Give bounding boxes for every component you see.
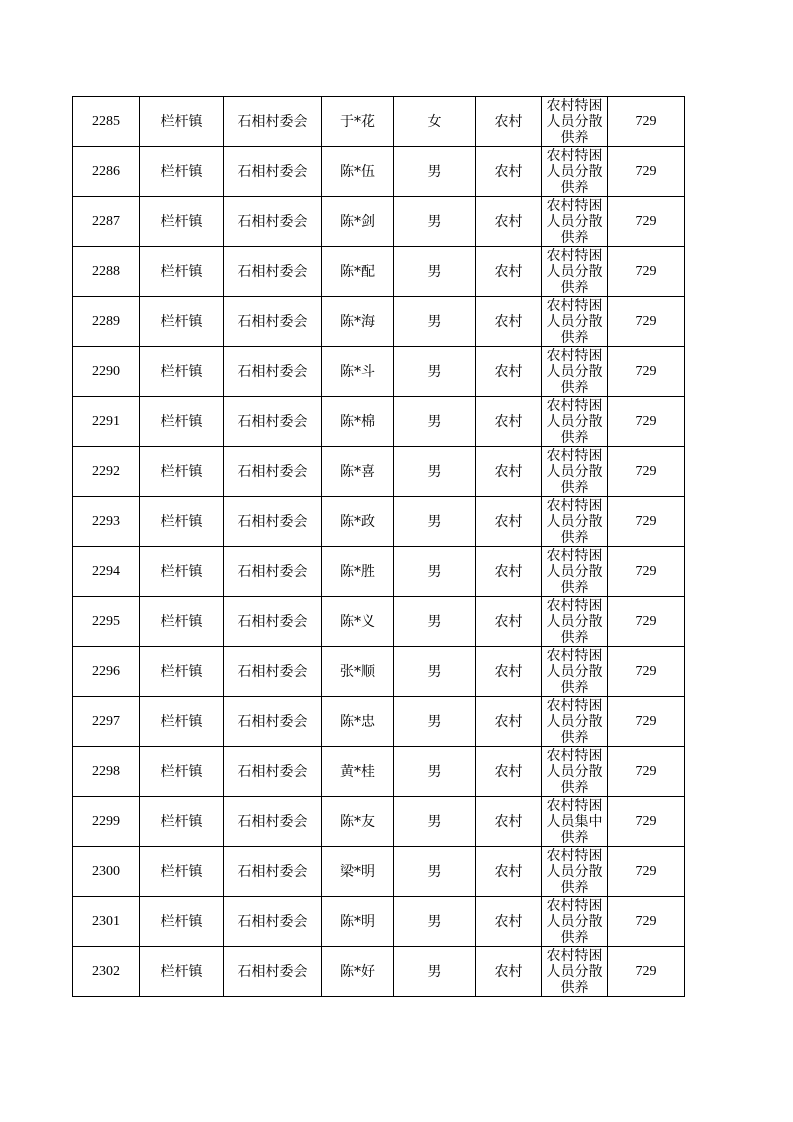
table-row xyxy=(73,797,685,847)
cell-amount: 729 xyxy=(608,247,685,297)
cell-amount: 729 xyxy=(608,697,685,747)
cell-name: 陈*剑 xyxy=(322,197,394,247)
cell-category xyxy=(542,547,608,597)
category-text: 农村特困人员分散供养 xyxy=(546,898,603,945)
cell-id: 2294 xyxy=(73,547,140,597)
cell-id: 2300 xyxy=(73,847,140,897)
cell-village: 石相村委会 xyxy=(224,397,322,447)
cell-area: 农村 xyxy=(476,497,542,547)
cell-gender: 男 xyxy=(394,397,476,447)
category-text: 农村特困人员分散供养 xyxy=(546,448,603,495)
table-row xyxy=(73,747,685,797)
table-row xyxy=(73,147,685,197)
category-text: 农村特困人员分散供养 xyxy=(546,948,603,995)
cell-village: 石相村委会 xyxy=(224,347,322,397)
cell-town: 栏杆镇 xyxy=(140,297,224,347)
cell-id: 2302 xyxy=(73,947,140,997)
cell-name: 梁*明 xyxy=(322,847,394,897)
cell-amount: 729 xyxy=(608,497,685,547)
cell-id: 2289 xyxy=(73,297,140,347)
cell-town: 栏杆镇 xyxy=(140,947,224,997)
cell-id: 2293 xyxy=(73,497,140,547)
cell-amount: 729 xyxy=(608,147,685,197)
cell-amount: 729 xyxy=(608,647,685,697)
cell-town: 栏杆镇 xyxy=(140,447,224,497)
cell-gender: 男 xyxy=(394,747,476,797)
roster-table xyxy=(72,96,685,997)
cell-gender: 男 xyxy=(394,597,476,647)
cell-town: 栏杆镇 xyxy=(140,197,224,247)
category-text: 农村特困人员分散供养 xyxy=(546,698,603,745)
cell-id: 2287 xyxy=(73,197,140,247)
cell-name: 陈*明 xyxy=(322,897,394,947)
category-text: 农村特困人员分散供养 xyxy=(546,248,603,295)
cell-gender: 女 xyxy=(394,97,476,147)
cell-gender: 男 xyxy=(394,497,476,547)
cell-town: 栏杆镇 xyxy=(140,797,224,847)
cell-town: 栏杆镇 xyxy=(140,647,224,697)
cell-town: 栏杆镇 xyxy=(140,147,224,197)
cell-name: 陈*海 xyxy=(322,297,394,347)
category-text: 农村特困人员分散供养 xyxy=(546,348,603,395)
cell-area: 农村 xyxy=(476,947,542,997)
table-row xyxy=(73,897,685,947)
table-row xyxy=(73,947,685,997)
table-row xyxy=(73,497,685,547)
cell-town: 栏杆镇 xyxy=(140,747,224,797)
cell-amount: 729 xyxy=(608,847,685,897)
cell-village: 石相村委会 xyxy=(224,897,322,947)
roster-body xyxy=(73,97,685,997)
table-row xyxy=(73,697,685,747)
table-row xyxy=(73,547,685,597)
cell-category xyxy=(542,447,608,497)
cell-category xyxy=(542,697,608,747)
cell-gender: 男 xyxy=(394,797,476,847)
cell-category xyxy=(542,497,608,547)
cell-amount: 729 xyxy=(608,947,685,997)
cell-gender: 男 xyxy=(394,547,476,597)
cell-id: 2296 xyxy=(73,647,140,697)
cell-area: 农村 xyxy=(476,747,542,797)
cell-category xyxy=(542,397,608,447)
cell-village: 石相村委会 xyxy=(224,297,322,347)
category-text: 农村特困人员分散供养 xyxy=(546,498,603,545)
cell-id: 2301 xyxy=(73,897,140,947)
cell-village: 石相村委会 xyxy=(224,747,322,797)
cell-amount: 729 xyxy=(608,597,685,647)
cell-village: 石相村委会 xyxy=(224,547,322,597)
cell-town: 栏杆镇 xyxy=(140,547,224,597)
cell-category xyxy=(542,947,608,997)
category-text: 农村特困人员集中供养 xyxy=(546,798,603,845)
cell-town: 栏杆镇 xyxy=(140,397,224,447)
cell-id: 2298 xyxy=(73,747,140,797)
cell-area: 农村 xyxy=(476,897,542,947)
category-text: 农村特困人员分散供养 xyxy=(546,648,603,695)
cell-gender: 男 xyxy=(394,297,476,347)
cell-category xyxy=(542,97,608,147)
cell-name: 陈*伍 xyxy=(322,147,394,197)
cell-amount: 729 xyxy=(608,347,685,397)
cell-area: 农村 xyxy=(476,547,542,597)
cell-town: 栏杆镇 xyxy=(140,597,224,647)
cell-gender: 男 xyxy=(394,847,476,897)
cell-id: 2299 xyxy=(73,797,140,847)
cell-gender: 男 xyxy=(394,247,476,297)
cell-gender: 男 xyxy=(394,447,476,497)
cell-area: 农村 xyxy=(476,197,542,247)
table-row xyxy=(73,447,685,497)
cell-gender: 男 xyxy=(394,947,476,997)
cell-amount: 729 xyxy=(608,547,685,597)
cell-area: 农村 xyxy=(476,847,542,897)
table-row xyxy=(73,347,685,397)
cell-name: 黄*桂 xyxy=(322,747,394,797)
cell-town: 栏杆镇 xyxy=(140,847,224,897)
cell-area: 农村 xyxy=(476,447,542,497)
cell-village: 石相村委会 xyxy=(224,447,322,497)
cell-amount: 729 xyxy=(608,797,685,847)
cell-category xyxy=(542,747,608,797)
category-text: 农村特困人员分散供养 xyxy=(546,598,603,645)
table-row xyxy=(73,847,685,897)
cell-area: 农村 xyxy=(476,347,542,397)
cell-category xyxy=(542,597,608,647)
cell-id: 2285 xyxy=(73,97,140,147)
cell-name: 陈*友 xyxy=(322,797,394,847)
cell-gender: 男 xyxy=(394,197,476,247)
cell-village: 石相村委会 xyxy=(224,647,322,697)
cell-gender: 男 xyxy=(394,147,476,197)
cell-village: 石相村委会 xyxy=(224,947,322,997)
table-row xyxy=(73,97,685,147)
cell-village: 石相村委会 xyxy=(224,247,322,297)
cell-category xyxy=(542,247,608,297)
cell-town: 栏杆镇 xyxy=(140,347,224,397)
cell-village: 石相村委会 xyxy=(224,847,322,897)
cell-gender: 男 xyxy=(394,697,476,747)
cell-area: 农村 xyxy=(476,697,542,747)
cell-amount: 729 xyxy=(608,447,685,497)
cell-village: 石相村委会 xyxy=(224,197,322,247)
cell-id: 2297 xyxy=(73,697,140,747)
category-text: 农村特困人员分散供养 xyxy=(546,198,603,245)
cell-amount: 729 xyxy=(608,397,685,447)
cell-name: 于*花 xyxy=(322,97,394,147)
cell-gender: 男 xyxy=(394,347,476,397)
cell-id: 2295 xyxy=(73,597,140,647)
cell-category xyxy=(542,197,608,247)
cell-name: 陈*忠 xyxy=(322,697,394,747)
cell-category xyxy=(542,797,608,847)
cell-category xyxy=(542,647,608,697)
cell-village: 石相村委会 xyxy=(224,697,322,747)
cell-town: 栏杆镇 xyxy=(140,97,224,147)
cell-amount: 729 xyxy=(608,897,685,947)
cell-name: 陈*义 xyxy=(322,597,394,647)
cell-category xyxy=(542,297,608,347)
cell-area: 农村 xyxy=(476,597,542,647)
cell-village: 石相村委会 xyxy=(224,597,322,647)
table-row xyxy=(73,197,685,247)
cell-category xyxy=(542,147,608,197)
cell-village: 石相村委会 xyxy=(224,497,322,547)
category-text: 农村特困人员分散供养 xyxy=(546,298,603,345)
cell-town: 栏杆镇 xyxy=(140,897,224,947)
cell-town: 栏杆镇 xyxy=(140,697,224,747)
cell-name: 陈*好 xyxy=(322,947,394,997)
category-text: 农村特困人员分散供养 xyxy=(546,748,603,795)
cell-id: 2288 xyxy=(73,247,140,297)
category-text: 农村特困人员分散供养 xyxy=(546,98,603,145)
cell-name: 陈*政 xyxy=(322,497,394,547)
cell-amount: 729 xyxy=(608,197,685,247)
category-text: 农村特困人员分散供养 xyxy=(546,398,603,445)
cell-name: 陈*胜 xyxy=(322,547,394,597)
cell-name: 陈*斗 xyxy=(322,347,394,397)
cell-area: 农村 xyxy=(476,297,542,347)
table-row xyxy=(73,647,685,697)
cell-area: 农村 xyxy=(476,97,542,147)
cell-village: 石相村委会 xyxy=(224,97,322,147)
cell-category xyxy=(542,347,608,397)
cell-name: 陈*喜 xyxy=(322,447,394,497)
cell-id: 2286 xyxy=(73,147,140,197)
cell-area: 农村 xyxy=(476,247,542,297)
cell-id: 2292 xyxy=(73,447,140,497)
cell-amount: 729 xyxy=(608,747,685,797)
category-text: 农村特困人员分散供养 xyxy=(546,848,603,895)
table-row xyxy=(73,247,685,297)
cell-amount: 729 xyxy=(608,97,685,147)
cell-category xyxy=(542,847,608,897)
cell-town: 栏杆镇 xyxy=(140,247,224,297)
cell-category xyxy=(542,897,608,947)
table-row xyxy=(73,297,685,347)
cell-name: 陈*棉 xyxy=(322,397,394,447)
cell-gender: 男 xyxy=(394,647,476,697)
cell-area: 农村 xyxy=(476,147,542,197)
cell-village: 石相村委会 xyxy=(224,797,322,847)
cell-area: 农村 xyxy=(476,797,542,847)
category-text: 农村特困人员分散供养 xyxy=(546,548,603,595)
cell-area: 农村 xyxy=(476,647,542,697)
cell-village: 石相村委会 xyxy=(224,147,322,197)
cell-name: 陈*配 xyxy=(322,247,394,297)
cell-amount: 729 xyxy=(608,297,685,347)
table-row xyxy=(73,397,685,447)
table-row xyxy=(73,597,685,647)
cell-id: 2290 xyxy=(73,347,140,397)
category-text: 农村特困人员分散供养 xyxy=(546,148,603,195)
cell-town: 栏杆镇 xyxy=(140,497,224,547)
cell-id: 2291 xyxy=(73,397,140,447)
cell-name: 张*顺 xyxy=(322,647,394,697)
cell-gender: 男 xyxy=(394,897,476,947)
cell-area: 农村 xyxy=(476,397,542,447)
